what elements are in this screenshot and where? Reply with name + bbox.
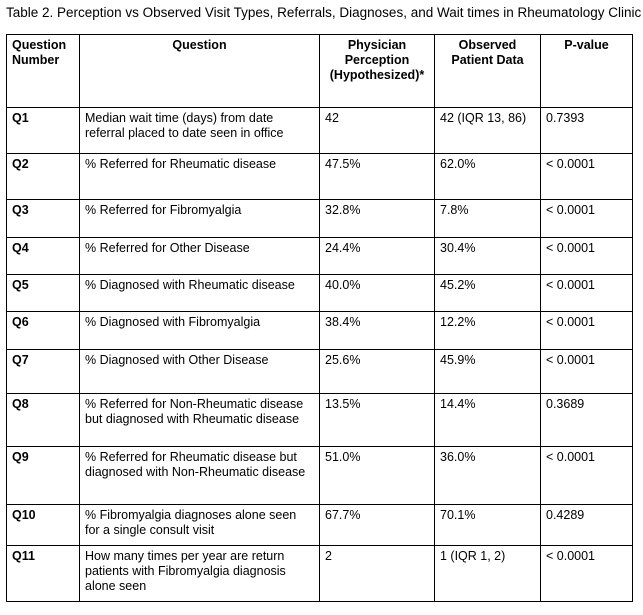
observed-cell: 45.9% xyxy=(435,350,541,394)
table-caption: Table 2. Perception vs Observed Visit Types, Referrals, Diagnoses, and Wait times in Rheumatology Clinic xyxy=(6,5,642,20)
table-row xyxy=(7,312,633,350)
header-p-value: P-value xyxy=(541,35,633,108)
perception-cell: 47.5% xyxy=(320,154,435,200)
observed-cell: 62.0% xyxy=(435,154,541,200)
p-value-cell: < 0.0001 xyxy=(541,447,633,505)
header-question-number: Question Number xyxy=(7,35,80,108)
question-number-cell: Q2 xyxy=(7,154,80,200)
observed-cell: 70.1% xyxy=(435,505,541,546)
question-number-cell: Q11 xyxy=(7,546,80,602)
perception-cell: 40.0% xyxy=(320,275,435,312)
perception-cell: 32.8% xyxy=(320,200,435,238)
table-row xyxy=(7,200,633,238)
question-cell: % Diagnosed with Rheumatic disease xyxy=(80,275,320,312)
question-number-cell: Q1 xyxy=(7,108,80,154)
question-cell: % Fibromyalgia diagnoses alone seen for a single consult visit xyxy=(80,505,320,546)
perception-cell: 67.7% xyxy=(320,505,435,546)
table-row xyxy=(7,238,633,275)
perception-cell: 42 xyxy=(320,108,435,154)
p-value-cell: < 0.0001 xyxy=(541,238,633,275)
question-number-cell: Q9 xyxy=(7,447,80,505)
p-value-cell: < 0.0001 xyxy=(541,275,633,312)
perception-cell: 51.0% xyxy=(320,447,435,505)
perception-cell: 13.5% xyxy=(320,394,435,447)
table-row xyxy=(7,350,633,394)
observed-cell: 42 (IQR 13, 86) xyxy=(435,108,541,154)
question-number-cell: Q7 xyxy=(7,350,80,394)
question-cell: % Referred for Fibromyalgia xyxy=(80,200,320,238)
question-cell: % Referred for Non-Rheumatic disease but diagnosed with Rheumatic disease xyxy=(80,394,320,447)
observed-cell: 36.0% xyxy=(435,447,541,505)
results-table xyxy=(6,34,633,602)
p-value-cell: 0.4289 xyxy=(541,505,633,546)
p-value-cell: 0.7393 xyxy=(541,108,633,154)
table-row xyxy=(7,108,633,154)
table-row xyxy=(7,275,633,312)
question-cell: How many times per year are return patients with Fibromyalgia diagnosis alone seen xyxy=(80,546,320,602)
question-number-cell: Q5 xyxy=(7,275,80,312)
table-row xyxy=(7,546,633,602)
observed-cell: 7.8% xyxy=(435,200,541,238)
header-physician-perception: Physician Perception (Hypothesized)* xyxy=(320,35,435,108)
table-row xyxy=(7,505,633,546)
question-cell: % Diagnosed with Other Disease xyxy=(80,350,320,394)
observed-cell: 12.2% xyxy=(435,312,541,350)
observed-cell: 1 (IQR 1, 2) xyxy=(435,546,541,602)
perception-cell: 2 xyxy=(320,546,435,602)
p-value-cell: < 0.0001 xyxy=(541,200,633,238)
table-row xyxy=(7,394,633,447)
question-number-cell: Q6 xyxy=(7,312,80,350)
observed-cell: 14.4% xyxy=(435,394,541,447)
p-value-cell: < 0.0001 xyxy=(541,312,633,350)
question-number-cell: Q3 xyxy=(7,200,80,238)
question-number-cell: Q8 xyxy=(7,394,80,447)
question-number-cell: Q10 xyxy=(7,505,80,546)
observed-cell: 45.2% xyxy=(435,275,541,312)
p-value-cell: < 0.0001 xyxy=(541,350,633,394)
perception-cell: 38.4% xyxy=(320,312,435,350)
perception-cell: 25.6% xyxy=(320,350,435,394)
perception-cell: 24.4% xyxy=(320,238,435,275)
header-row xyxy=(7,35,633,108)
question-cell: Median wait time (days) from date referral placed to date seen in office xyxy=(80,108,320,154)
header-observed-data: Observed Patient Data xyxy=(435,35,541,108)
question-number-cell: Q4 xyxy=(7,238,80,275)
question-cell: % Referred for Rheumatic disease but diagnosed with Non-Rheumatic disease xyxy=(80,447,320,505)
question-cell: % Referred for Other Disease xyxy=(80,238,320,275)
question-cell: % Diagnosed with Fibromyalgia xyxy=(80,312,320,350)
question-cell: % Referred for Rheumatic disease xyxy=(80,154,320,200)
p-value-cell: < 0.0001 xyxy=(541,154,633,200)
observed-cell: 30.4% xyxy=(435,238,541,275)
p-value-cell: < 0.0001 xyxy=(541,546,633,602)
header-question: Question xyxy=(80,35,320,108)
table-row xyxy=(7,154,633,200)
table-row xyxy=(7,447,633,505)
p-value-cell: 0.3689 xyxy=(541,394,633,447)
